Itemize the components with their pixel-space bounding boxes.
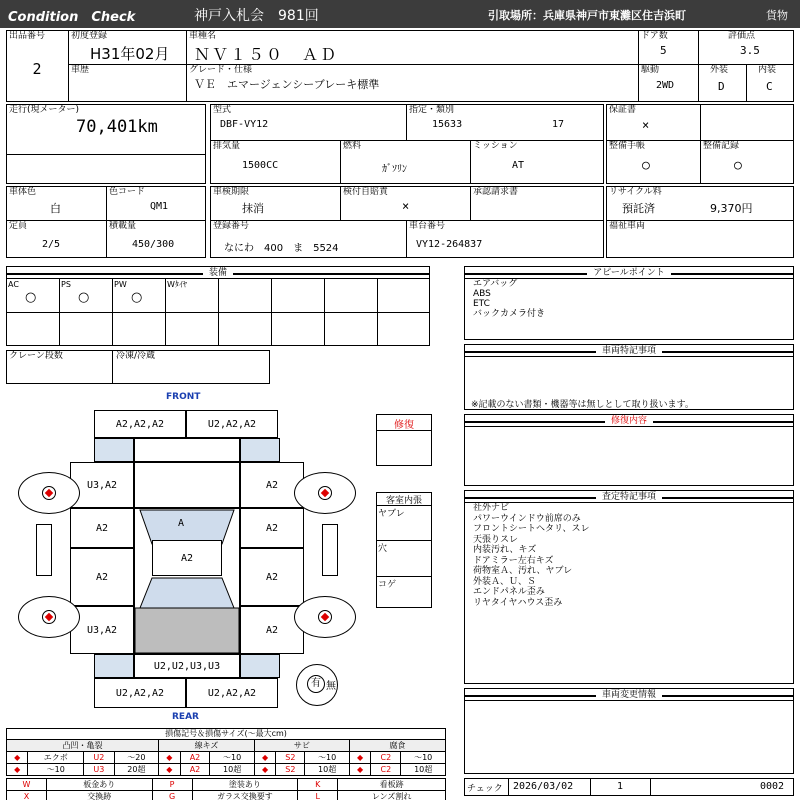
recycle-label: リサイクル料 [609, 187, 662, 197]
mirror-left[interactable] [36, 524, 52, 576]
inspection-note-10: リヤタイヤハウス歪み [473, 597, 563, 608]
change-info-box [464, 700, 794, 774]
header-bar [0, 0, 800, 28]
body-color-value: 白 [50, 202, 61, 215]
equip-ac: AC ○ [8, 280, 37, 305]
exterior-label: 外装 [710, 65, 729, 75]
cabin-trim-title: 客室内張 [385, 496, 422, 506]
wheel-hub-icon [318, 610, 332, 624]
fuel-cell [340, 140, 470, 184]
doors-cell [638, 30, 698, 64]
chassis-cell [406, 220, 604, 258]
inspection-note-2: パワーウインドウ前席のみ [473, 513, 581, 524]
right-front-fender[interactable]: A2 [240, 462, 304, 508]
recycle-fee: 9,370円 [710, 202, 753, 215]
load-value: 450/300 [132, 239, 175, 250]
special-notes-header: 車両特記事項 [464, 344, 794, 358]
wheel-rear-right[interactable] [294, 596, 356, 638]
load-cell [106, 220, 206, 258]
left-quarter[interactable]: U3,A2 [70, 606, 134, 654]
lot-label: 出品番号 [9, 31, 46, 41]
check-date: 2026/03/02 [513, 781, 574, 792]
check-label: チェック [467, 784, 503, 794]
legend-group-dent: 凸凹・亀裂 [7, 740, 159, 752]
lot-number: 2 [32, 60, 42, 78]
taillight-right [240, 654, 280, 678]
category-number: 17 [552, 119, 565, 130]
car-name-label: 車種名 [189, 31, 217, 41]
lot-cell [6, 30, 68, 102]
equip-ps-mark: ○ [78, 290, 90, 305]
wheel-rear-left[interactable] [18, 596, 80, 638]
color-code-value: QM1 [150, 201, 169, 212]
check-num: 1 [617, 781, 624, 792]
header-left-title: Condition Check [8, 10, 136, 25]
warranty-label: 保証書 [609, 105, 637, 115]
score-label: 評価点 [728, 31, 756, 41]
inspection-value: 抹消 [242, 202, 264, 215]
color-code-label: 色コード [109, 187, 146, 197]
rear-label: REAR [172, 712, 199, 722]
reg-number-cell [210, 220, 406, 258]
chassis-value: VY12-264837 [416, 239, 483, 250]
mirror-right[interactable] [322, 524, 338, 576]
equip-pw-mark: ○ [131, 290, 143, 305]
appeal-line-3: ETC [473, 299, 490, 309]
diamond-icon: ◆ [254, 764, 275, 776]
legend-group-corrosion: 腐食 [349, 740, 445, 752]
diamond-icon: ◆ [7, 764, 28, 776]
inspection-note-5: 内装汚れ、キズ [473, 545, 537, 555]
cowl[interactable] [134, 462, 240, 508]
maint-book-label: 整備手帳 [609, 141, 646, 151]
car-name-cell [186, 30, 638, 64]
equip-pw: PW ○ [114, 280, 143, 305]
drive-value: 2WD [656, 80, 675, 91]
model-label: 型式 [213, 105, 232, 115]
inspection-note-9: エンドパネル歪み [473, 587, 545, 597]
displacement-cell [210, 140, 340, 184]
interior-value: C [766, 80, 773, 93]
spare-yes: 有 [307, 675, 325, 693]
first-reg-cell [68, 30, 186, 64]
model-cell [210, 104, 406, 140]
inspection-note-6: ドアミラー左右キズ [473, 555, 554, 566]
reg-number-label: 登録番号 [213, 221, 250, 231]
crane-label: クレーン段数 [9, 351, 63, 361]
wheel-hub-icon [42, 610, 56, 624]
inspection-note-3: フロントシートヘタリ、スレ [473, 524, 590, 534]
windshield-value[interactable]: A [178, 518, 185, 529]
auction-title: 神戸入札会 981回 [194, 8, 319, 24]
designation-cell [406, 104, 604, 140]
diamond-icon: ◆ [159, 764, 180, 776]
repair-box [464, 426, 794, 486]
front-bumper-right[interactable]: U2,A2,A2 [186, 410, 278, 438]
doors-value: 5 [660, 44, 667, 57]
rear-bumper-center[interactable]: U2,U2,U3,U3 [134, 654, 240, 678]
exterior-cell [698, 64, 746, 102]
pickup-location: 引取場所：兵庫県神戸市東灘区住吉浜町 [488, 9, 686, 22]
headlight-left [94, 438, 134, 462]
right-quarter[interactable]: A2 [240, 606, 304, 654]
capacity-value: 2/5 [42, 239, 61, 250]
maint-record-value: ○ [734, 158, 742, 173]
drive-cell [638, 64, 698, 102]
rear-bumper-left[interactable]: U2,A2,A2 [94, 678, 186, 708]
capacity-label: 定員 [9, 221, 28, 231]
cabin-hole: 穴 [378, 544, 388, 554]
interior-label: 内装 [758, 65, 777, 75]
exterior-value: D [718, 80, 725, 93]
appeal-line-4: バックカメラ付き [473, 309, 546, 319]
equip-ps: PS ○ [61, 280, 90, 305]
insurance-value: × [402, 199, 410, 213]
special-notes-box [464, 356, 794, 410]
check-code: 0002 [760, 781, 785, 792]
windshield-shapes [134, 508, 240, 654]
diamond-icon: ◆ [349, 752, 370, 764]
damage-legend: 損傷記号＆損傷サイズ(～最大cm) 凸凹・亀裂 線キズ サビ 腐食 ◆ エクボ U2 ～20 ◆ A2 ～10 ◆ S2 ～10 ◆ C2 ～10 ◆ ～10 U3 20超 ◆ A2 10超 ◆ S2 10超 ◆ C2 10超 W 板金あり P 塗装あり K 看板跡 X 交換跡 G ガラス交換要す L レンズ割れ [6, 728, 446, 800]
model-value: DBF-VY12 [220, 119, 269, 130]
insurance-cell [340, 186, 470, 220]
cabin-tear: ヤブレ [378, 509, 405, 519]
grade-value: ＶＥ エマージェンシーブレーキ標準 [194, 78, 380, 91]
spare-no: 無 [326, 681, 336, 692]
insurance-label: 検付自賠責 [343, 187, 389, 197]
change-info-header: 車両変更情報 [464, 688, 794, 702]
car-name-value: ＮＶ１５０ ＡＤ [194, 45, 339, 64]
interior-cell [746, 64, 794, 102]
wheel-front-right[interactable] [294, 472, 356, 514]
history-label: 車歴 [71, 65, 90, 75]
left-door-rear[interactable]: A2 [70, 548, 134, 606]
right-door-rear[interactable]: A2 [240, 548, 304, 606]
appeal-line-1: エアバッグ [473, 279, 518, 289]
wheel-front-left[interactable] [18, 472, 80, 514]
reg-number-value: なにわ 400 ま 5524 [224, 243, 339, 254]
repair-side-label: 修復 [394, 420, 414, 431]
inspection-note-7: 荷物室Ａ、汚れ、ヤブレ [473, 566, 573, 576]
maint-book-cell [606, 140, 700, 184]
inspection-cell [210, 186, 340, 220]
equip-wtire: Wﾀｲﾔ [167, 280, 187, 289]
diamond-icon: ◆ [159, 752, 180, 764]
maint-record-cell [700, 140, 794, 184]
inspection-notes-header: 査定特記事項 [464, 490, 794, 504]
left-front-fender[interactable]: U3,A2 [70, 462, 134, 508]
cabin-burn: コゲ [378, 580, 397, 590]
mileage-label: 走行(現メーター) [9, 105, 80, 115]
recycle-cell [606, 186, 794, 220]
fuel-label: 燃料 [343, 141, 362, 151]
appeal-header: アピールポイント [464, 266, 794, 280]
special-notes-text: ※記載のない書類・機器等は無しとして取り扱います。 [471, 400, 694, 410]
inspection-note-1: 社外ナビ [473, 503, 510, 513]
body-color-label: 車体色 [9, 187, 37, 197]
maint-record-label: 整備記録 [703, 141, 740, 151]
legend-group-rust: サビ [254, 740, 349, 752]
chassis-label: 車台番号 [409, 221, 446, 231]
drive-label: 駆動 [641, 65, 660, 75]
score-value: 3.5 [740, 44, 760, 57]
inspection-label: 車検期限 [213, 187, 250, 197]
diamond-icon: ◆ [254, 752, 275, 764]
rear-bumper-right[interactable]: U2,A2,A2 [186, 678, 278, 708]
score-cell [698, 30, 794, 64]
designation-label: 指定・類別 [409, 105, 455, 115]
equip-ac-mark: ○ [25, 290, 37, 305]
warranty-value: × [642, 118, 650, 132]
fuel-value: ｶﾞｿﾘﾝ [382, 164, 407, 175]
mileage-value: 70,401km [76, 117, 158, 137]
approval-label: 承認請求書 [473, 187, 519, 197]
capacity-cell [6, 220, 106, 258]
maint-book-value: ○ [642, 158, 650, 173]
right-door-front[interactable]: A2 [240, 508, 304, 548]
inspection-note-8: 外装Ａ、Ｕ、Ｓ [473, 576, 537, 587]
appeal-line-2: ABS [473, 289, 491, 299]
load-label: 積載量 [109, 221, 137, 231]
color-code-cell [106, 186, 206, 220]
inspection-note-4: 天張りスレ [473, 534, 519, 545]
first-reg-value: H31年02月 [90, 45, 170, 63]
first-reg-label: 初度登録 [71, 31, 108, 41]
mileage-cell [6, 104, 206, 154]
freezer-label: 冷凍/冷蔵 [116, 351, 156, 361]
vehicle-category: 貨物 [766, 9, 788, 22]
welfare-label: 福祉車両 [609, 221, 646, 231]
wheel-hub-icon [42, 486, 56, 500]
displacement-label: 排気量 [213, 141, 241, 151]
taillight-left [94, 654, 134, 678]
mission-cell [470, 140, 604, 184]
repair-header: 修復内容 [464, 414, 794, 428]
legend-group-scratch: 線キズ [159, 740, 255, 752]
designation-value: 15633 [432, 119, 463, 130]
headlight-right [240, 438, 280, 462]
history-cell [68, 64, 186, 102]
legend-title: 損傷記号＆損傷サイズ(～最大cm) [6, 728, 446, 739]
appeal-box [464, 278, 794, 340]
approval-cell [470, 186, 604, 220]
body-color-cell [6, 186, 106, 220]
front-bumper-left[interactable]: A2,A2,A2 [94, 410, 186, 438]
warranty-cell [606, 104, 700, 140]
doors-label: ドア数 [641, 31, 668, 41]
equipment-header: 装備 [6, 266, 430, 280]
front-label: FRONT [166, 392, 201, 402]
grade-cell [186, 64, 638, 102]
wheel-hub-icon [318, 486, 332, 500]
diamond-icon: ◆ [7, 752, 28, 764]
mission-value: AT [512, 160, 525, 171]
roof-panel[interactable]: A2 [152, 540, 222, 576]
recycle-status: 預託済 [622, 202, 655, 215]
left-door-front[interactable]: A2 [70, 508, 134, 548]
hood[interactable] [134, 438, 240, 462]
displacement-value: 1500CC [242, 160, 279, 171]
mission-label: ミッション [473, 141, 518, 151]
welfare-cell [606, 220, 794, 258]
diamond-icon: ◆ [349, 764, 370, 776]
inspection-notes-box [464, 502, 794, 684]
grade-label: グレード・仕様 [189, 65, 253, 75]
